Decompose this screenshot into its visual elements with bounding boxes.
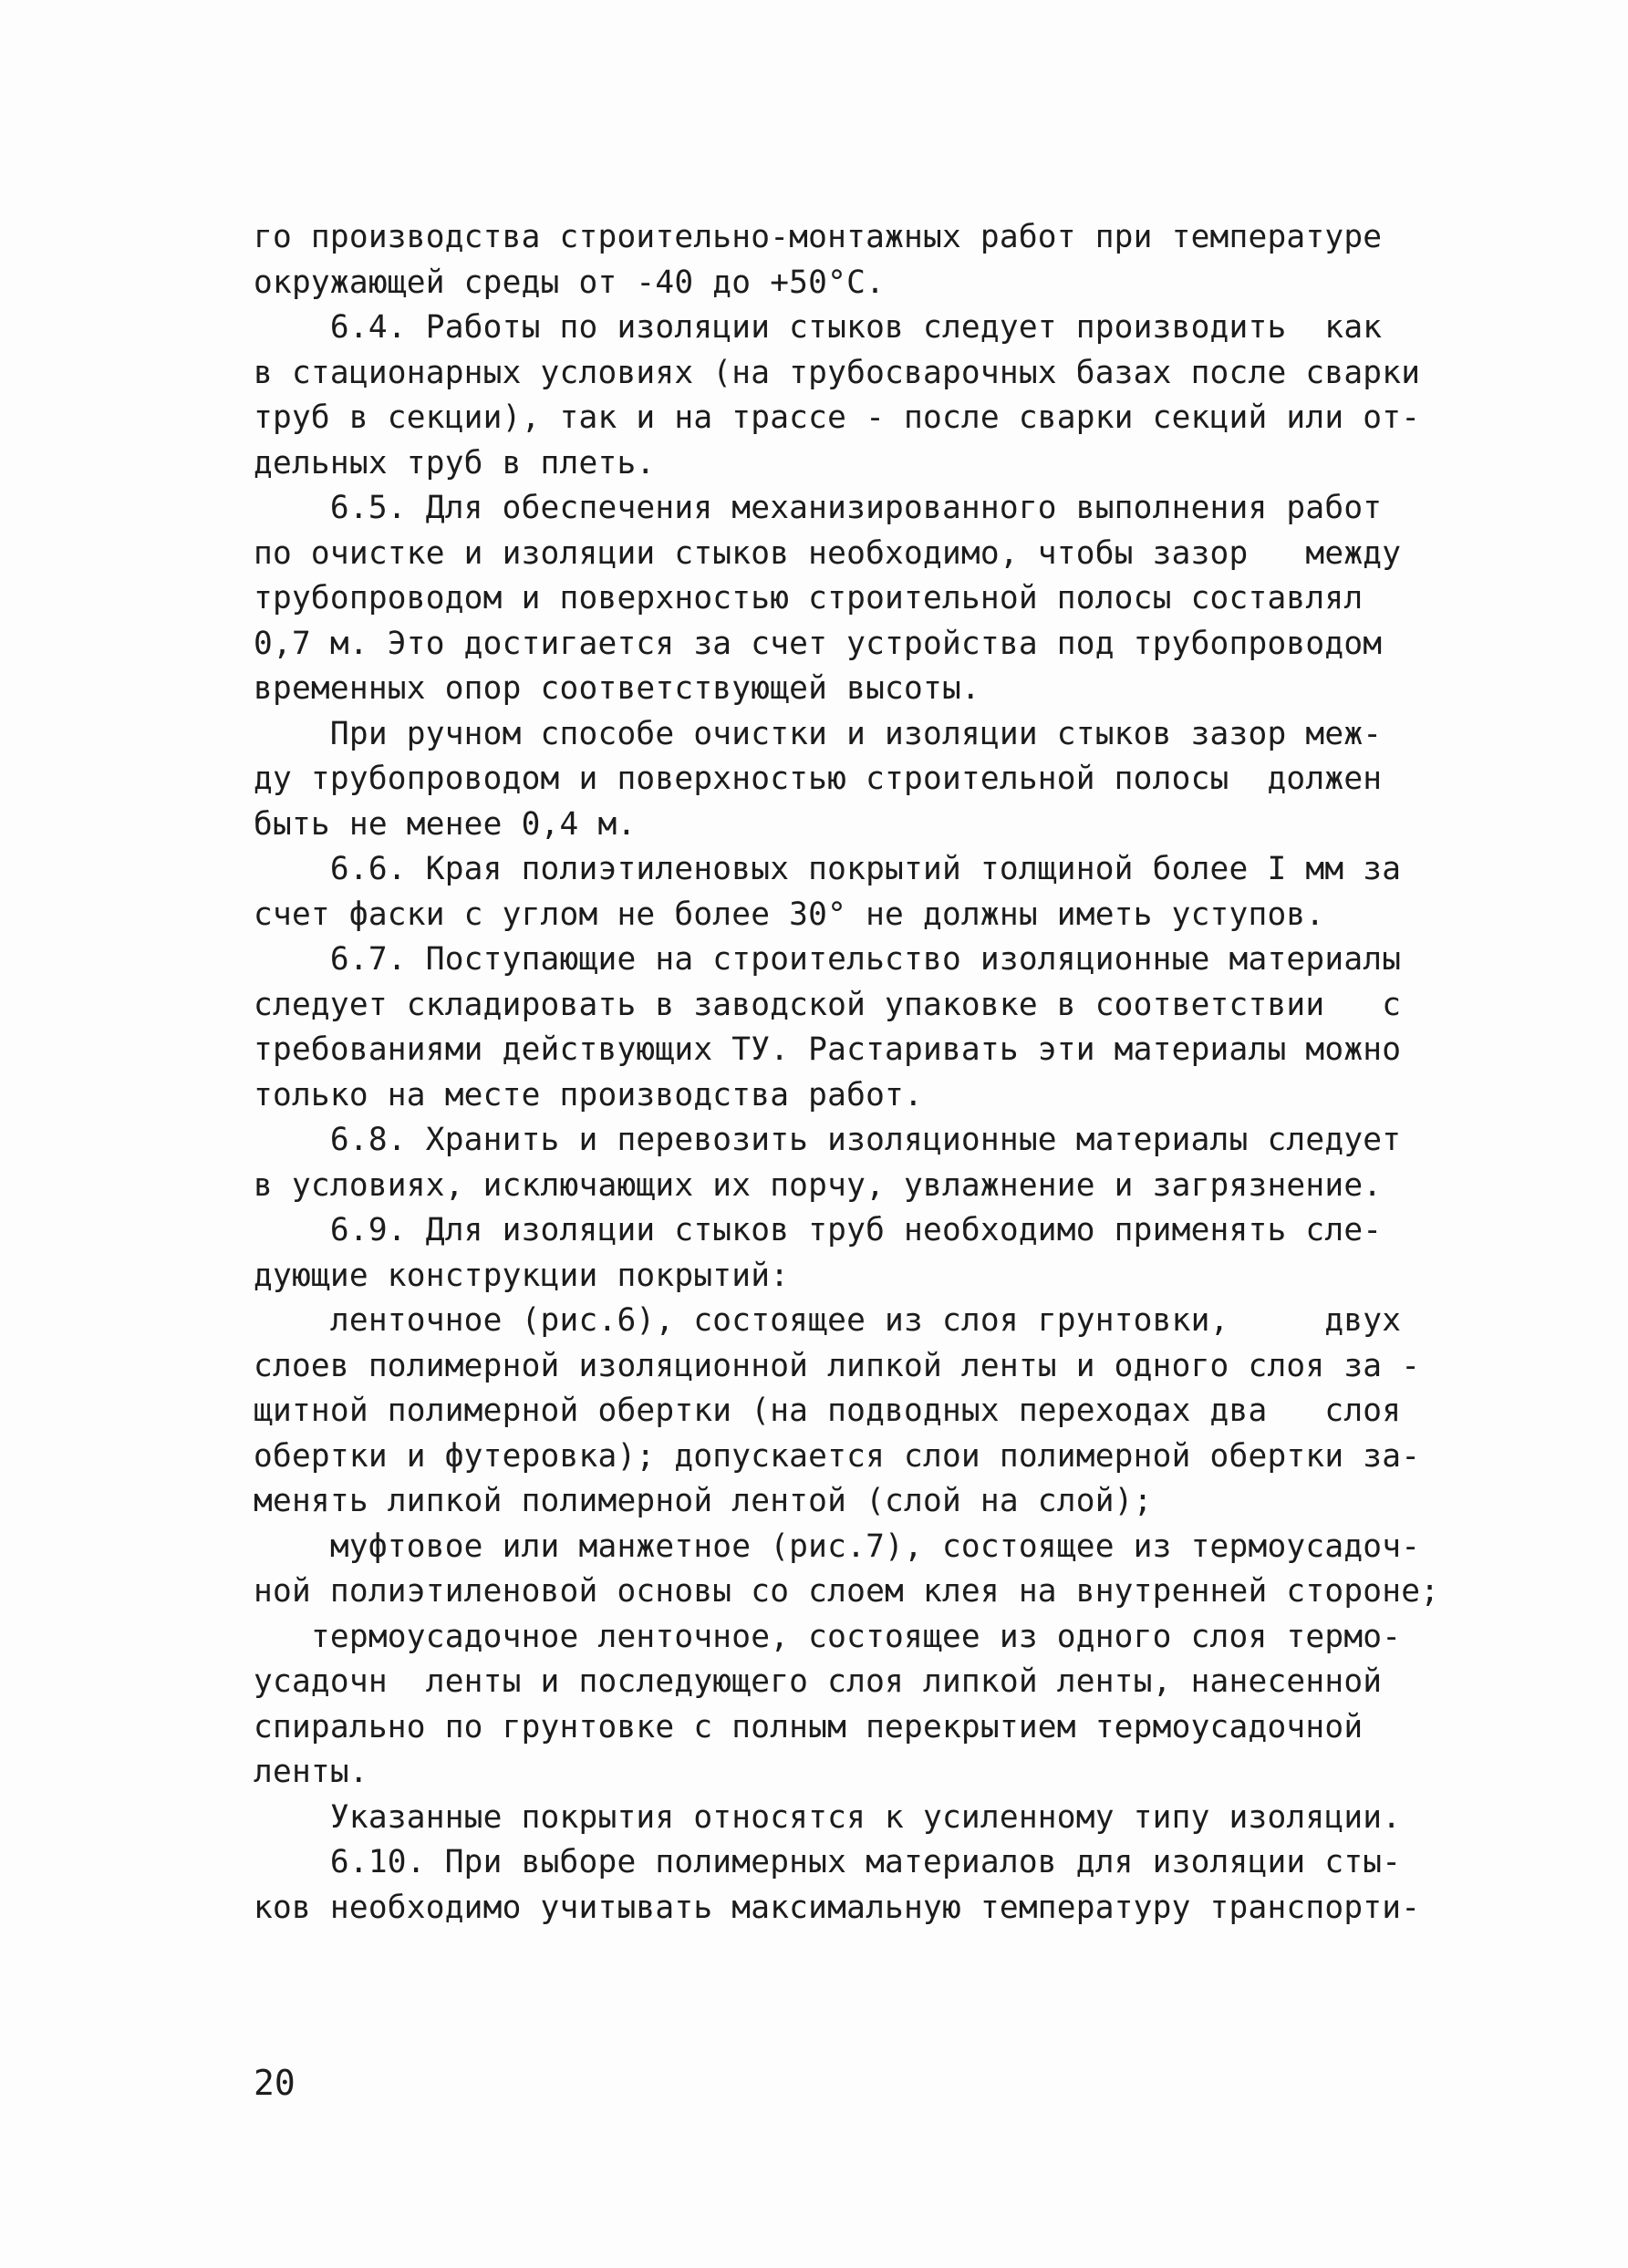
text-line: ду трубопроводом и поверхностью строительной полосы должен [254, 761, 1383, 797]
text-line: Указанные покрытия относятся к усиленному типу изоляции. [254, 1798, 1402, 1836]
text-line: 6.10. При выборе полимерных материалов для изоляции сты- [254, 1844, 1402, 1880]
text-line: дующие конструкции покрытий: [254, 1257, 790, 1294]
text-line: слоев полимерной изоляционной липкой ленты и одного слоя за - [254, 1347, 1421, 1384]
text-line: термоусадочное ленточное, состоящее из одного слоя термо- [254, 1618, 1402, 1655]
text-line: ленточное (рис.6), состоящее из слоя грунтовки, двух [254, 1302, 1402, 1339]
text-line: 6.7. Поступающие на строительство изоляционные материалы [254, 941, 1402, 978]
page-number: 20 [254, 2063, 296, 2103]
text-line: временных опор соответствующей высоты. [254, 670, 980, 707]
text-line: 6.6. Края полиэтиленовых покрытий толщиной более I мм за [254, 851, 1402, 887]
text-line: го производства строительно-монтажных работ при температуре [254, 219, 1383, 255]
text-line: щитной полимерной обертки (на подводных переходах два слоя [254, 1393, 1402, 1429]
text-line: ленты. [254, 1754, 368, 1790]
text-line: менять липкой полимерной лентой (слой на слой); [254, 1483, 1153, 1519]
text-line: быть не менее 0,4 м. [254, 805, 637, 843]
text-line: 6.9. Для изоляции стыков труб необходимо применять сле- [254, 1212, 1383, 1248]
text-line: окружающей среды от -40 до +50°С. [254, 264, 886, 301]
text-line: в условиях, исключающих их порчу, увлажнение и загрязнение. [254, 1166, 1383, 1204]
text-line: 6.8. Хранить и перевозить изоляционные материалы следует [254, 1122, 1402, 1158]
text-line: муфтовое или манжетное (рис.7), состоящее из термоусадоч- [254, 1528, 1421, 1565]
text-line: в стационарных условиях (на трубосварочных базах после сварки [254, 354, 1421, 391]
text-line: ков необходимо учитывать максимальную температуру транспорти- [254, 1889, 1421, 1926]
text-line: только на месте производства работ. [254, 1076, 923, 1113]
text-line: При ручном способе очистки и изоляции стыков зазор меж- [254, 715, 1383, 752]
text-line: обертки и футеровка); допускается слои полимерной обертки за- [254, 1437, 1421, 1475]
text-line: трубопроводом и поверхностью строительной полосы составлял [254, 580, 1364, 616]
text-line: по очистке и изоляции стыков необходимо, чтобы зазор между [254, 534, 1402, 572]
text-line: спирально по грунтовке с полным перекрытием термоусадочной [254, 1708, 1364, 1745]
text-line: дельных труб в плеть. [254, 444, 656, 482]
text-line: требованиями действующих ТУ. Растаривать эти материалы можно [254, 1031, 1402, 1068]
text-line: ной полиэтиленовой основы со слоем клея на внутренней стороне; [254, 1573, 1440, 1610]
body-text [254, 215, 1440, 1931]
text-line: счет фаски с углом не более 30° не должны иметь уступов. [254, 896, 1325, 933]
text-line: следует складировать в заводской упаковке в соответствии с [254, 986, 1402, 1023]
text-line: труб в секции), так и на трассе - после сварки секций или от- [254, 399, 1421, 436]
text-line: усадочн ленты и последующего слоя липкой ленты, нанесенной [254, 1663, 1383, 1700]
text-line: 6.4. Работы по изоляции стыков следует производить как [254, 309, 1383, 346]
text-line: 0,7 м. Это достигается за счет устройства под трубопроводом [254, 625, 1383, 662]
text-line: 6.5. Для обеспечения механизированного выполнения работ [254, 490, 1383, 526]
